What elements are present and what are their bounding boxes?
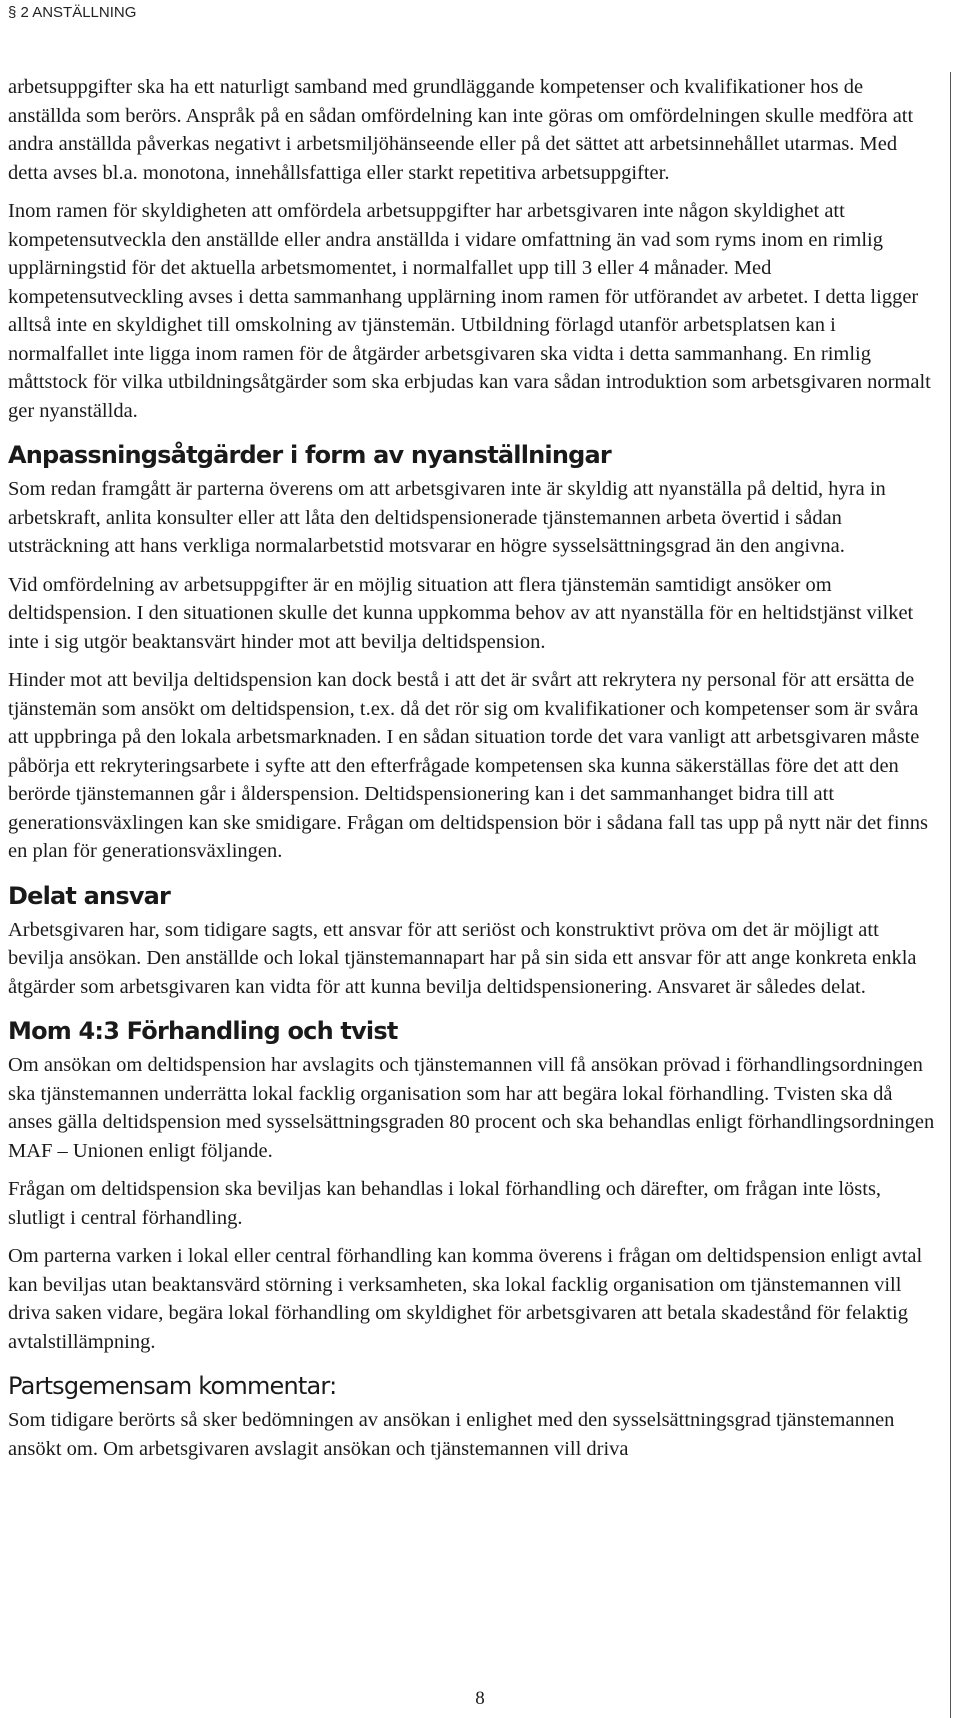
section-heading: Anpassningsåtgärder i form av nyanställningar (8, 441, 611, 469)
section-heading: Partsgemensam kommentar: (8, 1372, 337, 1400)
paragraph: Inom ramen för skyldigheten att omfördela arbetsuppgifter har arbetsgivaren inte någon skyldighet att kompetensutveckla den anställde eller andra anställda i vidare omfattning än vad som ryms inom en rimlig upplärningstid för det aktuella arbetsmomentet, i normalfallet upp till 3 eller 4 månader. Med kompetensutveckling avses i detta sammanhang upplärning inom ramen för utförandet av arbetet. I detta ligger alltså inte en skyldighet till omskolning av tjänstemän. Utbildning förlagd utanför arbetsplatsen kan i normalfallet inte ligga inom ramen för de åtgärder arbetsgivaren ska vidta i detta sammanhang. En rimlig måttstock för vilka utbildningsåtgärder som ska erbjudas kan vara sådan introduktion som arbetsgivaren normalt ger nyanställda. (8, 200, 931, 422)
paragraph: Som redan framgått är parterna överens om att arbetsgivaren inte är skyldig att nyanställa på deltid, hyra in arbetskraft, anlita konsulter eller att låta den deltidspensionerade tjänstemannen arbeta övertid i sådan utsträckning att hans verkliga normalarbetstid motsvarar en högre sysselsättningsgrad än den angivna. (8, 478, 886, 557)
margin-rule (950, 72, 951, 1718)
paragraph: Frågan om deltidspension ska beviljas kan behandlas i lokal förhandling och därefter, om frågan inte lösts, slutligt i central förhandling. (8, 1178, 882, 1229)
paragraph: Vid omfördelning av arbetsuppgifter är en möjlig situation att flera tjänstemän samtidigt ansöker om deltidspension. I den situationen skulle det kunna uppkomma behov av att nyanställa för en heltidstjänst vilket inte i sig utgör beaktansvärt hinder mot att bevilja deltidspension. (8, 573, 914, 653)
section-heading: Delat ansvar (8, 881, 171, 910)
paragraph: Som tidigare berörts så sker bedömningen av ansökan i enlighet med den sysselsättningsgrad tjänstemannen ansökt om. Om arbetsgivaren avslagit ansökan och tjänstemannen vill driva (8, 1409, 895, 1460)
section-heading: Mom 4:3 Förhandling och tvist (8, 1017, 398, 1045)
paragraph: Om parterna varken i lokal eller central förhandling kan komma överens i frågan om deltidspension enligt avtal kan beviljas utan beaktansvärd störning i verksamheten, ska lokal facklig organisation om tjänstemannen vill driva saken vidare, begära lokal förhandling om skyldighet för arbetsgivaren att betala skadestånd för felaktig avtalstillämpning. (8, 1245, 923, 1353)
running-head: § 2 ANSTÄLLNING (8, 4, 137, 21)
paragraph: Hinder mot att bevilja deltidspension kan dock bestå i att det är svårt att rekrytera ny personal för att ersätta de tjänstemän som ansökt om deltidspension, t.ex. då det rör sig om kvalifikationer och kompetenser som är svåra att uppbringa på den lokala arbetsmarknaden. I en sådan situation torde det vara vanligt att arbetsgivaren måste påbörja ett rekryteringsarbete i syfte att den efterfrågade kompetensen ska kunna säkerställas före det att den berörde tjänstemannen går i ålderspension. Deltidspensionering kan i det sammanhanget bidra till att generationsväxlingen kan ske smidigare. Frågan om deltidspension bör i sådana fall tas upp på nytt när det finns en plan för generationsväxlingen. (8, 669, 928, 862)
paragraph: Arbetsgivaren har, som tidigare sagts, ett ansvar för att seriöst och konstruktivt pröva om det är möjligt att bevilja ansökan. Den anställde och lokal tjänstemannapart har på sin sida ett ansvar för att ange konkreta enkla åtgärder som arbetsgivaren kan vidta för att kunna bevilja deltidspensionering. Ansvaret är således delat. (8, 918, 917, 998)
paragraph: arbetsuppgifter ska ha ett naturligt samband med grundläggande kompetenser och kvalifikationer hos de anställda som berörs. Anspråk på en sådan omfördelning kan inte göras om omfördelningen skulle medföra att andra anställda påverkas negativt i arbetsmiljöhänseende eller på det sättet att arbetsinnehållet utarmas. Med detta avses bl.a. monotona, innehållsfattiga eller starkt repetitiva arbetsuppgifter. (8, 76, 914, 184)
document-body (8, 73, 938, 1473)
page-number: 8 (475, 1688, 485, 1709)
paragraph: Om ansökan om deltidspension har avslagits och tjänstemannen vill få ansökan prövad i förhandlingsordningen ska tjänstemannen underrätta lokal facklig organisation som har att begära lokal förhandling. Tvisten ska då anses gälla deltidspension med sysselsättningsgraden 80 procent och ska behandlas enligt förhandlingsordningen MAF – Unionen enligt följande. (8, 1054, 935, 1162)
